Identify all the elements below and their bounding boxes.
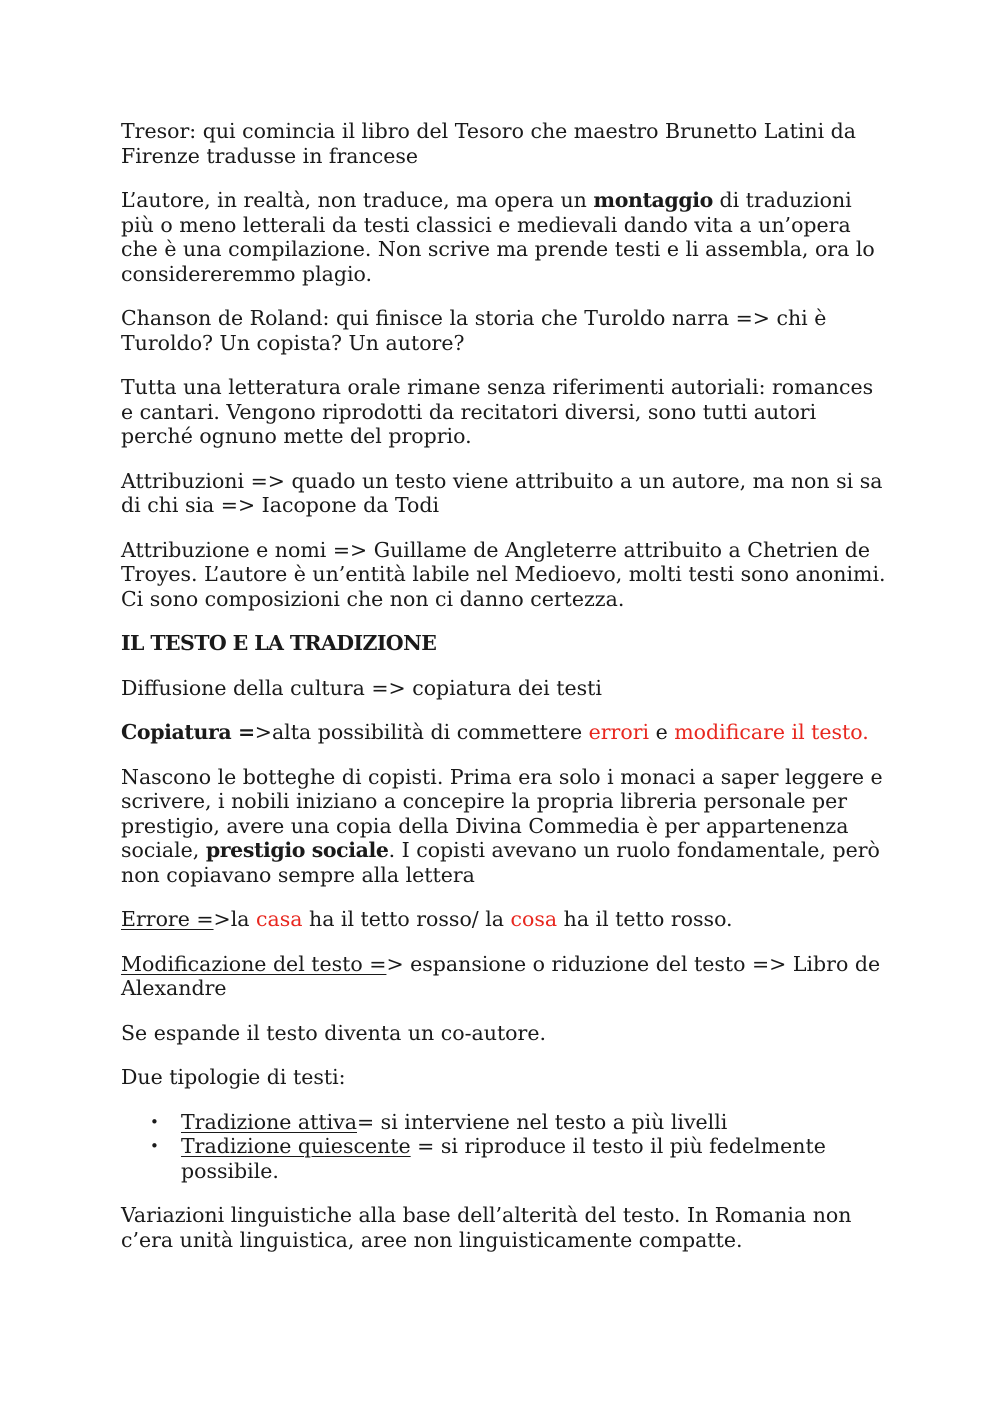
paragraph-text: >la — [213, 907, 257, 931]
red-term-modificare: modificare il testo. — [674, 720, 869, 744]
document-page — [121, 119, 891, 1272]
list-item — [150, 1134, 891, 1183]
paragraph-text: . I copisti avevano un ruolo fondamentale, però non copiavano sempre alla lettera — [121, 838, 880, 887]
paragraph-text: L’autore, in realtà, non traduce, ma opera un — [121, 188, 594, 212]
section-heading: IL TESTO E LA TRADIZIONE — [121, 631, 437, 655]
underlined-term-tradizione-attiva: Tradizione attiva — [181, 1109, 357, 1134]
paragraph-diffusione: Diffusione della cultura => copiatura dei testi — [121, 675, 602, 700]
paragraph-text: Nascono le botteghe di copisti. Prima era solo i monaci a saper leggere e scrivere, i nobili iniziano a concepire la propria libreria personale per prestigio, avere una copia della Divina Commedia è per appartenenza sociale, — [121, 764, 883, 862]
underlined-term-errore: Errore = — [121, 907, 214, 931]
paragraph-tresor: Tresor: qui comincia il libro del Tesoro che maestro Brunetto Latini da Firenze tradusse in francese — [121, 119, 856, 168]
bold-term-prestigio-sociale: prestigio sociale — [205, 838, 389, 862]
paragraph-chanson-de-roland: Chanson de Roland: qui finisce la storia che Turoldo narra => chi è Turoldo? Un copista? Un autore? — [121, 306, 827, 355]
paragraph-text: ha il tetto rosso/ la — [302, 907, 511, 931]
bullet-icon: • — [150, 1137, 159, 1155]
bullet-icon: • — [150, 1112, 159, 1131]
paragraph-modificazione — [121, 952, 891, 1001]
red-term-cosa: cosa — [510, 907, 558, 931]
paragraph-attribuzione-nomi: Attribuzione e nomi => Guillame de Angleterre attribuito a Chetrien de Troyes. L’autore è un’entità labile nel Medioevo, molti testi sono anonimi. Ci sono composizioni che non ci danno certezza. — [121, 537, 886, 611]
underlined-term-tradizione-quiescente: Tradizione quiescente — [181, 1134, 411, 1158]
paragraph-text: >alta possibilità di commettere — [254, 720, 589, 744]
paragraph-letteratura-orale: Tutta una letteratura orale rimane senza riferimenti autoriali: romances e cantari. Vengono riprodotti da recitatori diversi, sono tutti autori perché ognuno mette del proprio. — [121, 375, 874, 448]
paragraph-due-tipologie: Due tipologie di testi: — [121, 1065, 346, 1089]
list-item-text: = si interviene nel testo a più livelli — [356, 1109, 728, 1134]
list-item — [150, 1109, 891, 1135]
bold-term-copiatura: Copiatura = — [121, 720, 255, 744]
red-term-errori: errori — [588, 720, 650, 744]
paragraph-co-autore: Se espande il testo diventa un co-autore. — [121, 1020, 546, 1045]
paragraph-text: di traduzioni più o meno letterali da testi classici e medievali dando vita a un’opera che è una compilazione. Non scrive ma prende testi e li assembla, ora lo considereremmo plagio. — [121, 188, 875, 286]
paragraph-variazioni: Variazioni linguistiche alla base dell’alterità del testo. In Romania non c’era unità linguistica, aree non linguisticamente compatte. — [121, 1203, 852, 1252]
bullet-list — [121, 1110, 891, 1184]
paragraph-text: ha il tetto rosso. — [557, 907, 733, 931]
paragraph-botteghe — [121, 765, 891, 888]
paragraph-text: > espansione o riduzione del testo => Libro de Alexandre — [121, 951, 881, 1000]
paragraph-errore — [121, 907, 891, 932]
paragraph-copiatura — [121, 720, 891, 745]
bold-term-montaggio: montaggio — [593, 188, 713, 212]
underlined-term-modificazione: Modificazione del testo = — [121, 951, 387, 976]
paragraph-attribuzioni: Attribuzioni => quado un testo viene attribuito a un autore, ma non si sa di chi sia => Iacopone da Todi — [121, 468, 883, 517]
red-term-casa: casa — [256, 907, 303, 931]
list-item-text: = si riproduce il testo il più fedelmente possibile. — [181, 1134, 826, 1183]
paragraph-text: e — [649, 720, 675, 744]
paragraph-montaggio — [121, 188, 891, 286]
